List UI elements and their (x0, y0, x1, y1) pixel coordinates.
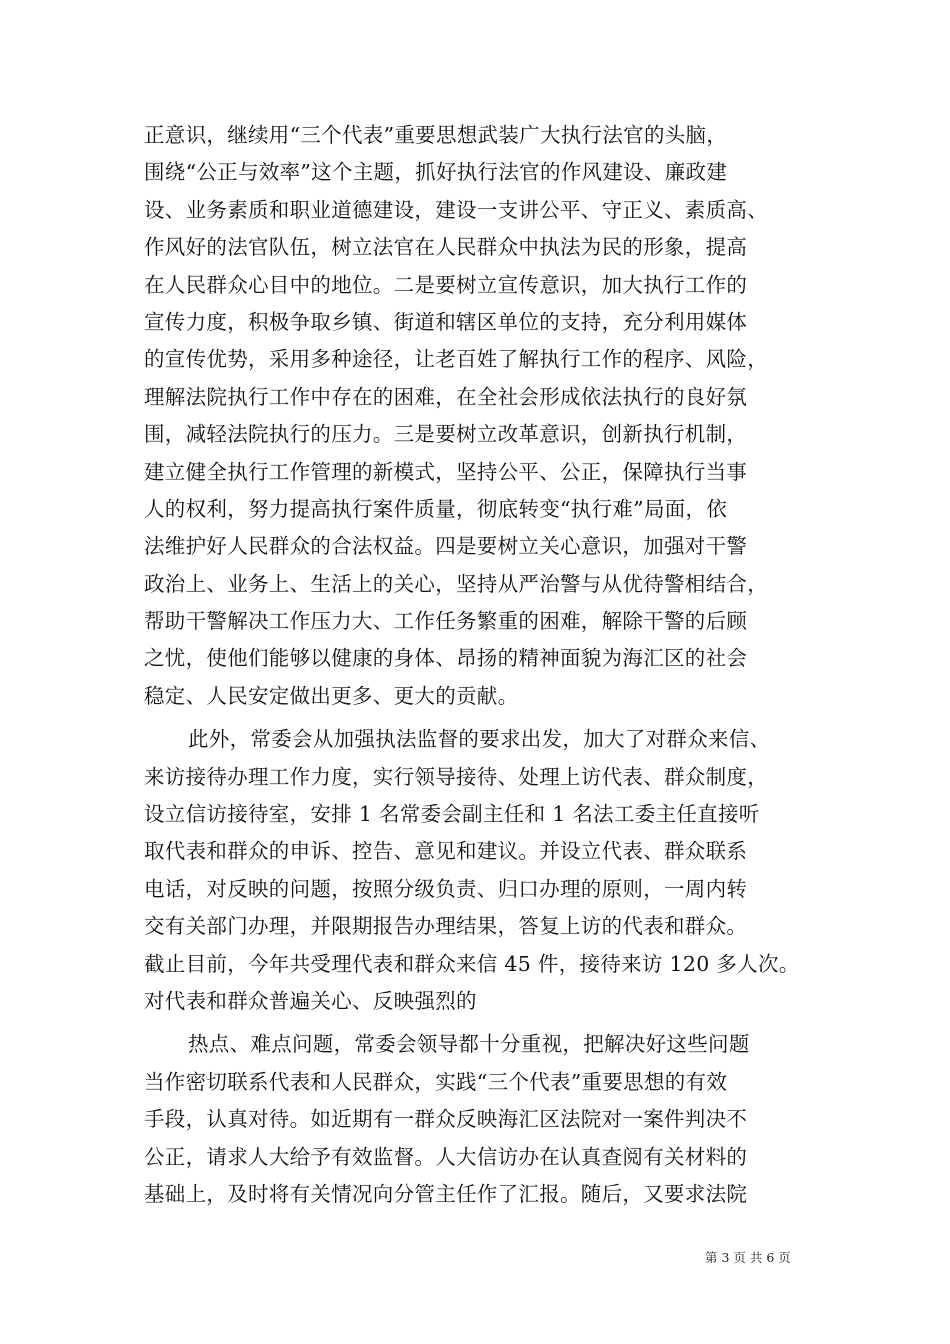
text-line: 对代表和群众普遍关心、反映强烈的 (144, 988, 477, 1013)
text-line: 建立健全执行工作管理的新模式，坚持公平、公正，保障执行当事 (144, 459, 748, 484)
text-line: 手段，认真对待。如近期有一群众反映海汇区法院对一案件判决不 (144, 1107, 748, 1132)
paragraph-2 (144, 721, 824, 1020)
text-line: 法维护好人民群众的合法权益。四是要树立关心意识，加强对干警 (144, 534, 748, 559)
paragraph-1 (144, 117, 824, 715)
text-line: 基础上，及时将有关情况向分管主任作了汇报。随后，又要求法院 (144, 1181, 748, 1206)
body-text (144, 117, 824, 1213)
text-line: 此外，常委会从加强执法监督的要求出发，加大了对群众来信、 (188, 727, 771, 752)
text-line: 稳定、人民安定做出更多、更大的贡献。 (144, 683, 519, 708)
text-line: 围，减轻法院执行的压力。三是要树立改革意识，创新执行机制， (144, 422, 748, 447)
text-line: 热点、难点问题，常委会领导都十分重视，把解决好这些问题 (188, 1032, 750, 1057)
paragraph-3 (144, 1026, 824, 1213)
text-line: 在人民群众心目中的地位。二是要树立宣传意识，加大执行工作的 (144, 272, 748, 297)
text-line: 之忧，使他们能够以健康的身体、昂扬的精神面貌为海汇区的社会 (144, 646, 748, 671)
text-line: 来访接待办理工作力度，实行领导接待、处理上访代表、群众制度， (144, 764, 768, 789)
text-line: 电话，对反映的问题，按照分级负责、归口办理的原则，一周内转 (144, 876, 748, 901)
text-line: 帮助干警解决工作压力大、工作任务繁重的困难，解除干警的后顾 (144, 609, 748, 634)
text-line: 围绕“公正与效率”这个主题，抓好执行法官的作风建设、廉政建 (144, 160, 728, 185)
text-line: 正意识，继续用“三个代表”重要思想武装广大执行法官的头脑， (144, 123, 728, 147)
text-line: 公正，请求人大给予有效监督。人大信访办在认真查阅有关材料的 (144, 1144, 748, 1169)
text-line: 理解法院执行工作中存在的困难，在全社会形成依法执行的良好氛 (144, 384, 748, 409)
text-line: 交有关部门办理，并限期报告办理结果，答复上访的代表和群众。 (144, 914, 748, 939)
text-line: 作风好的法官队伍，树立法官在人民群众中执法为民的形象，提高 (144, 235, 748, 260)
text-line: 截止目前，今年共受理代表和群众来信 45 件，接待来访 120 多人次。 (144, 951, 800, 976)
text-line: 政治上、业务上、生活上的关心，坚持从严治警与从优待警相结合， (144, 571, 768, 596)
text-line: 的宣传优势，采用多种途径，让老百姓了解执行工作的程序、风险， (144, 347, 768, 372)
page-number-label: 第 3 页 共 6 页 (705, 1250, 791, 1265)
text-line: 设立信访接待室，安排 1 名常委会副主任和 1 名法工委主任直接听 (144, 802, 760, 827)
text-line: 取代表和群众的申诉、控告、意见和建议。并设立代表、群众联系 (144, 839, 748, 864)
text-line: 人的权利，努力提高执行案件质量，彻底转变“执行难”局面，依 (144, 496, 728, 521)
text-line: 当作密切联系代表和人民群众，实践“三个代表”重要思想的有效 (144, 1069, 728, 1094)
text-line: 宣传力度，积极争取乡镇、街道和辖区单位的支持，充分利用媒体 (144, 309, 748, 334)
text-line: 设、业务素质和职业道德建设，建设一支讲公平、守正义、素质高、 (144, 197, 768, 222)
page-footer (705, 1248, 791, 1266)
